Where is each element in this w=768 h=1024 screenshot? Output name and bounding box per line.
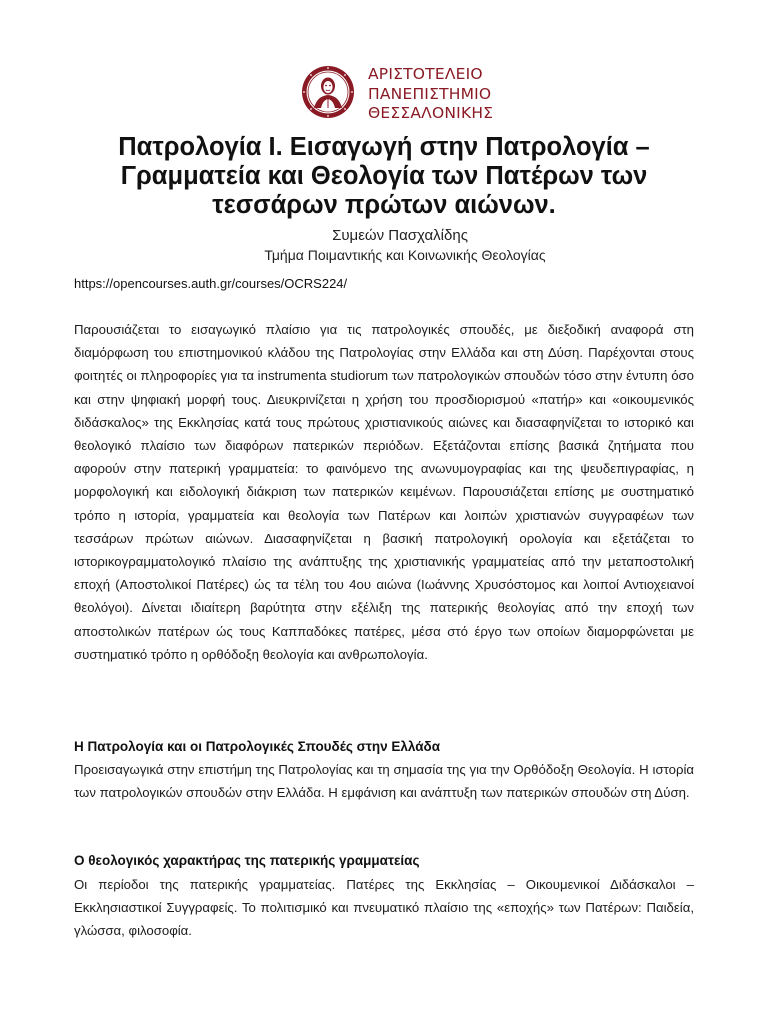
section-heading: Ο θεολογικός χαρακτήρας της πατερικής γραμματείας [74, 853, 420, 868]
title-line: τεσσάρων πρώτων αιώνων. [212, 191, 556, 219]
intro-paragraph: Παρουσιάζεται το εισαγωγικό πλαίσιο για τις πατρολογικές σπουδές, με διεξοδική αναφορά στη διαμόρφωση του επιστημονικού κλάδου της Πατρολογίας στην Ελλάδα και στη Δύση. Παρέχονται στους φοιτητές οι πληροφορίες για τα instrumenta studiorum των πατρολογικών σπουδών τόσο στην έντυπη όσο και στην ψηφιακή μορφή τους. Διευκρινίζεται η χρήση του προσδιορισμού «πατήρ» και «οικουμενικός διδάσκαλος» της Εκκλησίας κατά τους πρώτους χριστιανικούς αιώνες και διασαφηνίζεται το ιστορικό και θεολογικό πλαίσιο των διαφόρων πατερικών περιόδων. Εξετάζονται επίσης βασικά ζητήματα που αφορούν στην πατερική γραμματεία: το φαινόμενο της ανωνυμογραφίας και της ψευδεπιγραφίας, η μορφολογική και ειδολογική διάκριση των πατερικών κειμένων. Παρουσιάζεται επίσης με συστηματικό τρόπο η ιστορία, γραμματεία και θεολογία των Πατέρων και λοιπών χριστιανών συγγραφέων των τεσσάρων πρώτων αιώνων. Διασαφηνίζεται η βασική πατρολογική ορολογία και εξετάζεται το ιστορικογραμματολογικό πλαίσιο της ανάπτυξης της χριστιανικής γραμματείας από την μεταποστολική εποχή (Αποστολικοί Πατέρες) ώς τα τέλη του 4ου αιώνα (Ιωάννης Χρυσόστομος και λοιποί Αντιοχειανοί θεολόγοι). Δίνεται ιδιαίτερη βαρύτητα στην εξέλιξη της πατερικής θεολογίας από την εποχή των αποστολικών πατέρων ώς τους Καππαδόκες πατέρες, μέσα στό έργο των οποίων διαμορφώνεται με συστηματικό τρόπο η ορθόδοξη θεολογία και ανθρωπολογία. [74, 322, 694, 662]
section-heading: Η Πατρολογία και οι Πατρολογικές Σπουδές στην Ελλάδα [74, 739, 440, 754]
section-paragraph: Οι περίοδοι της πατερικής γραμματείας. Πατέρες της Εκκλησίας – Οικουμενικοί Διδάσκαλοι – Εκκλησιαστικοί Συγγραφείς. Το πολιτισμικό και πνευματικό πλαίσιο της «εποχής» των Πατέρων: Παιδεία, γλώσσα, φιλοσοφία. [74, 877, 694, 939]
title-line: Πατρολογία Ι. Εισαγωγή στην Πατρολογία – [118, 133, 650, 161]
course-url-link[interactable]: https://opencourses.auth.gr/courses/OCRS224/ [74, 276, 348, 291]
university-name-line: ΑΡΙΣΤΟΤΕΛΕΙΟ [368, 65, 483, 83]
university-name-line: ΠΑΝΕΠΙΣΤΗΜΙΟ [368, 84, 492, 103]
department-name: Τμήμα Ποιμαντικής και Κοινωνικής Θεολογίας [264, 247, 546, 263]
title-line: Γραμματεία και Θεολογία των Πατέρων των [120, 162, 648, 190]
university-seal-icon [301, 64, 355, 120]
university-name-line: ΘΕΣΣΑΛΟΝΙΚΗΣ [368, 104, 494, 122]
university-logo [301, 64, 521, 126]
author-name: Συμεών Πασχαλίδης [332, 227, 468, 244]
section-paragraph: Προεισαγωγικά στην επιστήμη της Πατρολογίας και τη σημασία της για την Ορθόδοξη Θεολογία. Η ιστορία των πατρολογικών σπουδών στην Ελλάδα. Η εμφάνιση και ανάπτυξη των πατερικών σπουδών στη Δύση. [74, 762, 694, 801]
university-name [368, 65, 528, 124]
document-title [64, 133, 704, 220]
